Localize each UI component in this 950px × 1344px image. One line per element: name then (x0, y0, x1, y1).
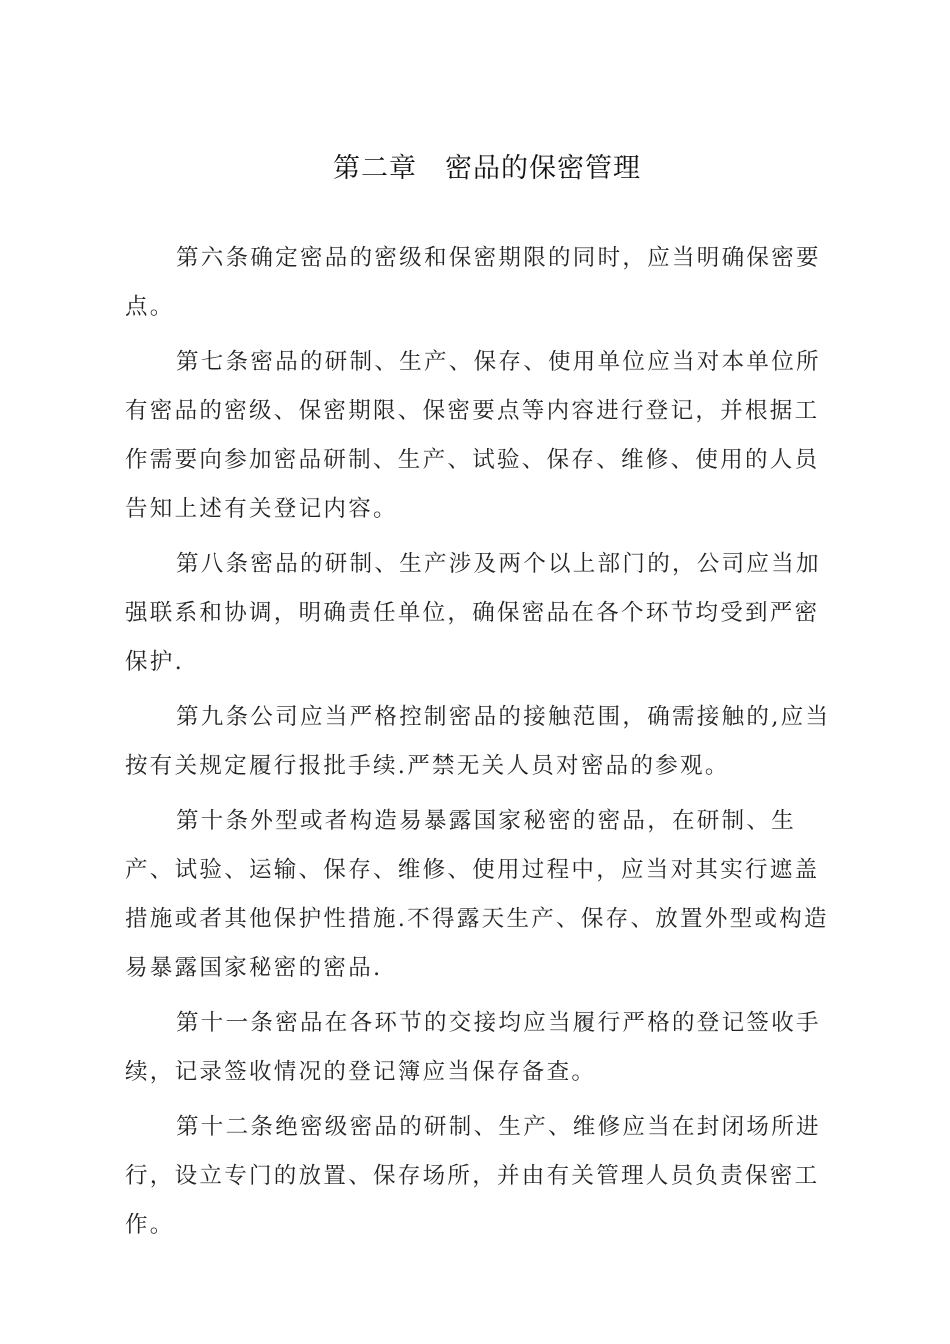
article-10: 第十条外型或者构造易暴露国家秘密的密品，在研制、生产、试验、运输、保存、维修、使用过程中，应当对其实行遮盖措施或者其他保护性措施.不得露天生产、保存、放置外型或构造易暴露国家秘密的密品. (125, 808, 829, 981)
article-7: 第七条密品的研制、生产、保存、使用单位应当对本单位所有密品的密级、保密期限、保密要点等内容进行登记，并根据工作需要向参加密品研制、生产、试验、保存、维修、使用的人员告知上述有关登记内容。 (125, 349, 821, 522)
chapter-title: 第二章 密品的保密管理 (333, 153, 641, 184)
document-body (125, 234, 841, 1256)
article-8: 第八条密品的研制、生产涉及两个以上部门的，公司应当加强联系和协调，明确责任单位，确保密品在各个环节均受到严密保护. (125, 551, 821, 675)
article-12: 第十二条绝密级密品的研制、生产、维修应当在封闭场所进行，设立专门的放置、保存场所，并由有关管理人员负责保密工作。 (125, 1114, 821, 1238)
article-6: 第六条确定密品的密级和保密期限的同时，应当明确保密要点。 (125, 245, 821, 320)
article-11: 第十一条密品在各环节的交接均应当履行严格的登记签收手续，记录签收情况的登记簿应当保存备查。 (125, 1010, 821, 1085)
article-9: 第九条公司应当严格控制密品的接触范围，确需接触的,应当按有关规定履行报批手续.严禁无关人员对密品的参观。 (125, 704, 831, 779)
